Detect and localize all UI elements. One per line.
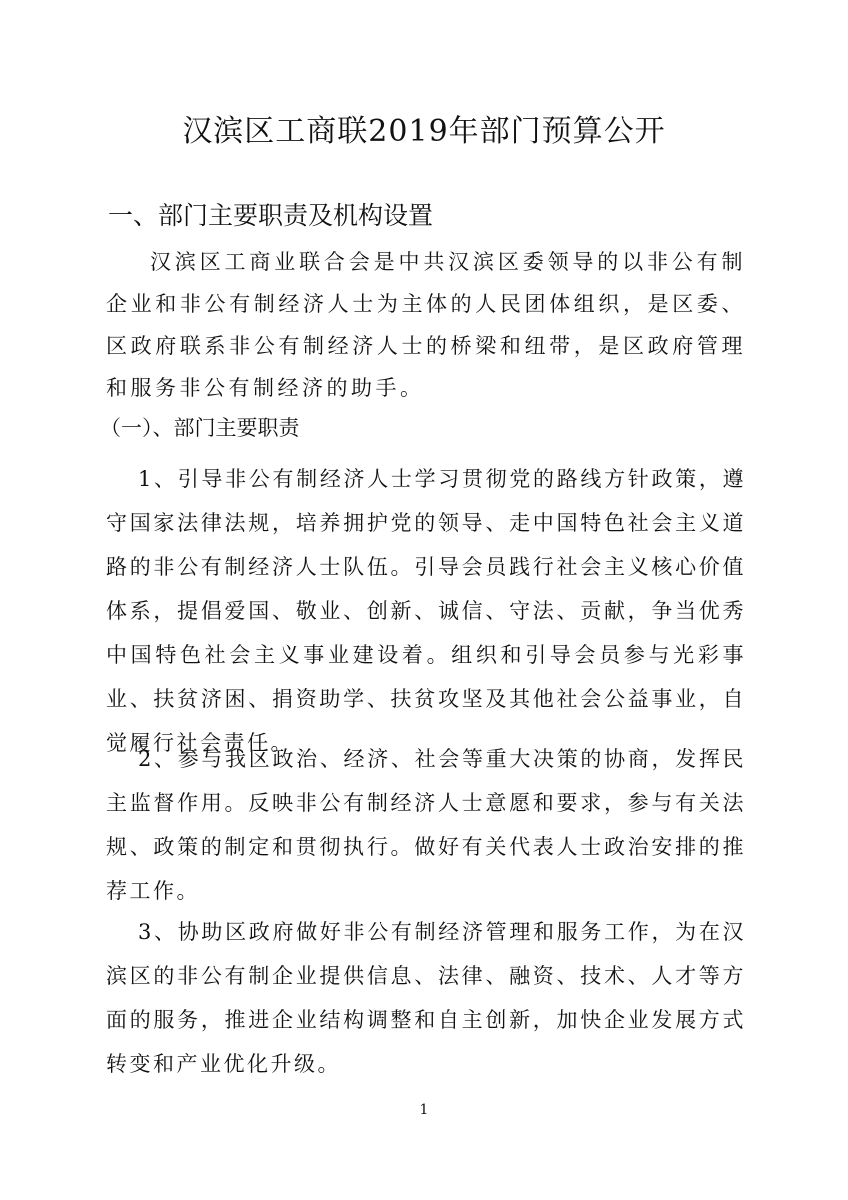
page-title: 汉滨区工商联2019年部门预算公开 xyxy=(182,114,666,149)
section-heading: 一、部门主要职责及机构设置 xyxy=(108,201,434,230)
duty-paragraph-3: 3、协助区政府做好非公有制经济管理和服务工作，为在汉滨区的非公有制企业提供信息、法律、融资、技术、人才等方面的服务，推进企业结构调整和自主创新，加快企业发展方式转变和产业优化升级。 xyxy=(106,920,746,1076)
duty-paragraph-2: 2、参与我区政治、经济、社会等重大决策的协商，发挥民主监督作用。反映非公有制经济人士意愿和要求，参与有关法规、政策的制定和贯彻执行。做好有关代表人士政治安排的推荐工作。 xyxy=(106,747,746,903)
duty-paragraph-1: 1、引导非公有制经济人士学习贯彻党的路线方针政策，遵守国家法律法规，培养拥护党的领导、走中国特色社会主义道路的非公有制经济人士队伍。引导会员践行社会主义核心价值体系，提倡爱国、敬业、创新、诚信、守法、贡献，争当优秀中国特色社会主义事业建设着。组织和引导会员参与光彩事业、扶贫济困、捐资助学、扶贫攻坚及其他社会公益事业，自觉履行社会责任。 xyxy=(106,467,746,755)
page-number: 1 xyxy=(419,1102,429,1118)
subsection-heading: （一）、部门主要职责 xyxy=(100,416,300,440)
intro-paragraph: 汉滨区工商业联合会是中共汉滨区委领导的以非公有制企业和非公有制经济人士为主体的人民团体组织，是区委、区政府联系非公有制经济人士的桥梁和纽带，是区政府管理和服务非公有制经济的助手。 xyxy=(106,250,746,400)
